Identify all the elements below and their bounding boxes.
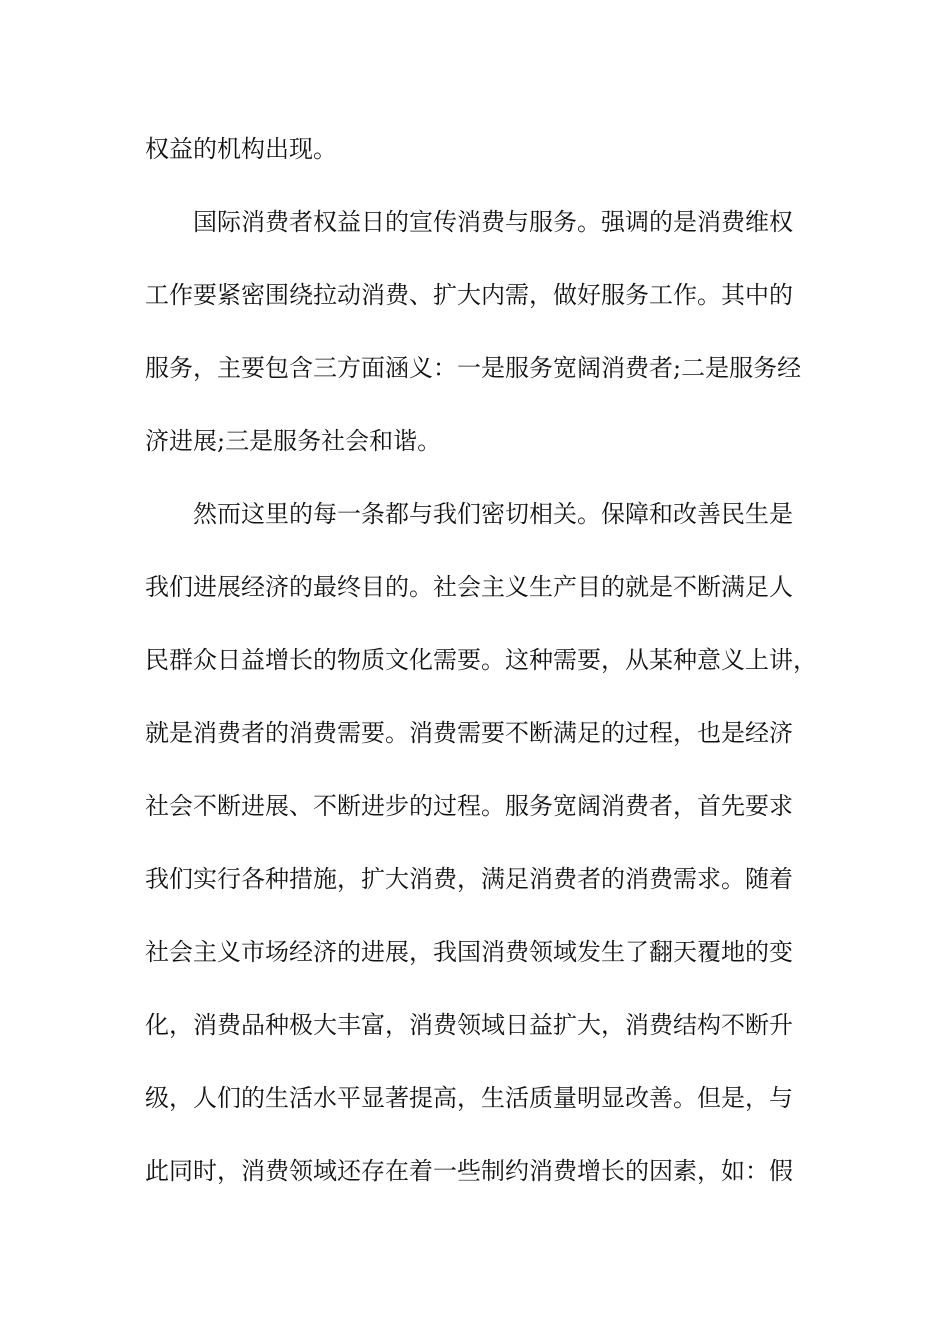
paragraph-first-line: 国际消费者权益日的宣传消费与服务。强调的是消费维权 — [193, 208, 793, 236]
text-line: 服务，主要包含三方面涵义：一是服务宽阔消费者;二是服务经 — [145, 354, 802, 382]
text-line: 工作要紧密围绕拉动消费、扩大内需，做好服务工作。其中的 — [145, 281, 793, 309]
text-line: 社会不断进展、不断进步的过程。服务宽阔消费者，首先要求 — [145, 792, 793, 820]
text-line: 我们进展经济的最终目的。社会主义生产目的就是不断满足人 — [145, 573, 793, 601]
text-line: 社会主义市场经济的进展，我国消费领域发生了翻天覆地的变 — [145, 938, 793, 966]
text-line: 就是消费者的消费需要。消费需要不断满足的过程，也是经济 — [145, 719, 793, 747]
text-line: 民群众日益增长的物质文化需要。这种需要，从某种意义上讲， — [145, 646, 817, 674]
text-line: 权益的机构出现。 — [145, 135, 337, 163]
text-line: 济进展;三是服务社会和谐。 — [145, 427, 442, 455]
text-line: 此同时，消费领域还存在着一些制约消费增长的因素，如：假 — [145, 1157, 793, 1185]
text-line: 我们实行各种措施，扩大消费，满足消费者的消费需求。随着 — [145, 865, 793, 893]
text-line: 级，人们的生活水平显著提高，生活质量明显改善。但是，与 — [145, 1084, 793, 1112]
paragraph-first-line: 然而这里的每一条都与我们密切相关。保障和改善民生是 — [193, 500, 793, 528]
text-line: 化，消费品种极大丰富，消费领域日益扩大，消费结构不断升 — [145, 1011, 793, 1039]
